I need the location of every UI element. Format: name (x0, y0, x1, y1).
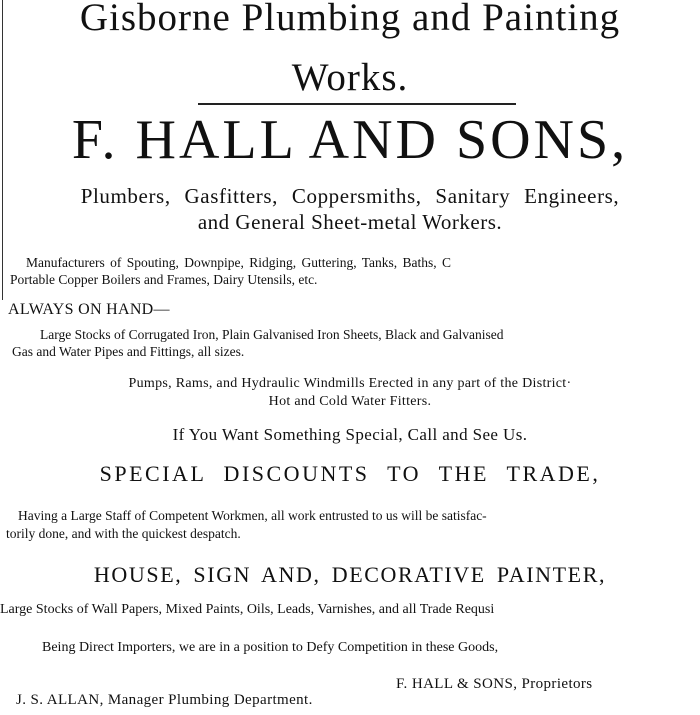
pumps-line-2: Hot and Cold Water Fitters. (268, 394, 432, 409)
heading-line-2: Works. (291, 56, 409, 99)
trade-discounts-heading: SPECIAL DISCOUNTS TO THE TRADE, (99, 461, 601, 486)
special-call-line: If You Want Something Special, Call and See Us. (172, 425, 528, 444)
manufacturers-line-1: Manufacturers of Spouting, Downpipe, Ridging, Guttering, Tanks, Baths, C (26, 255, 452, 270)
staff-line-2: torily done, and with the quickest despatch. (6, 526, 241, 541)
heading-line-1: Gisborne Plumbing and Painting (79, 0, 621, 39)
pumps-line-1: Pumps, Rams, and Hydraulic Windmills Erected in any part of the District· (128, 376, 572, 391)
stock-line-2: Gas and Water Pipes and Fittings, all sizes. (12, 344, 245, 359)
manufacturers-line-2: Portable Copper Boilers and Frames, Dairy Utensils, etc. (10, 272, 318, 287)
proprietors-signature: F. HALL & SONS, Proprietors (396, 676, 593, 692)
wall-papers-line: Large Stocks of Wall Papers, Mixed Paints, Oils, Leads, Varnishes, and all Trade Requsi (0, 602, 495, 617)
stock-line-1: Large Stocks of Corrugated Iron, Plain Galvanised Iron Sheets, Black and Galvanised (40, 327, 504, 342)
staff-line-1: Having a Large Staff of Competent Workmen, all work entrusted to us will be satisfac- (18, 508, 487, 523)
trades-line-1: Plumbers, Gasfitters, Coppersmiths, Sanitary Engineers, (80, 184, 620, 208)
firm-name: F. HALL AND SONS, (71, 109, 629, 171)
heading-divider (198, 103, 516, 105)
importers-line: Being Direct Importers, we are in a position to Defy Competition in these Goods, (42, 640, 499, 655)
trades-line-2: and General Sheet-metal Workers. (197, 210, 503, 234)
painter-heading: HOUSE, SIGN AND, DECORATIVE PAINTER, (93, 562, 607, 587)
always-on-hand-heading: ALWAYS ON HAND— (8, 301, 170, 318)
manager-signature: J. S. ALLAN, Manager Plumbing Department. (16, 692, 313, 708)
